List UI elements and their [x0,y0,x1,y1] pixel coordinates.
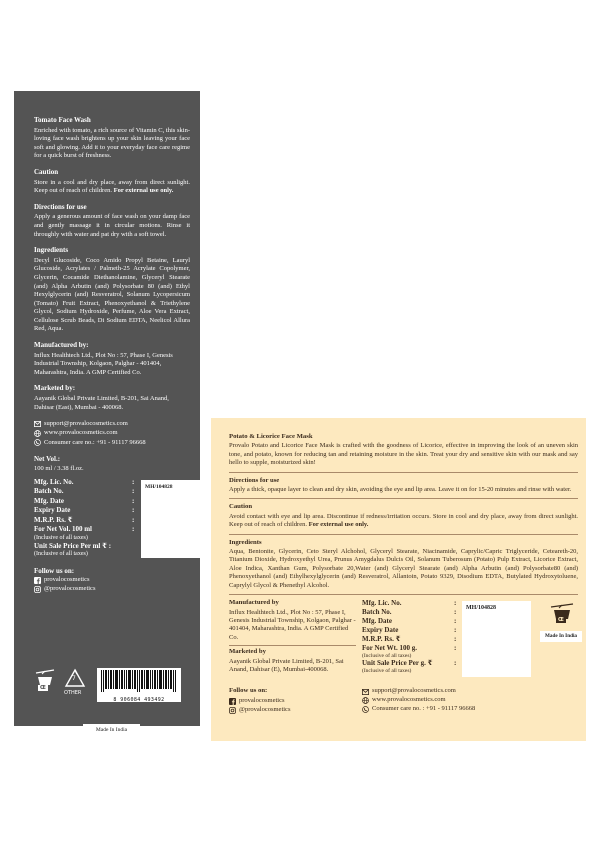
r-caution-title: Caution [229,503,253,511]
r-product-section [229,433,578,468]
globe-icon [34,430,41,437]
for-net-label: For Net Vol. 100 ml [34,525,93,534]
r-caution-external: For external use only. [308,521,369,529]
barcode-digits: 8 906084 493492 [113,697,165,703]
mfg-lic-label: Mfg. Lic. No. [34,477,74,486]
r-mfg-lic-number: MH/104828 [466,605,496,612]
contact-section [34,419,190,448]
r-facebook-handle[interactable]: provalocosmetics [239,696,285,704]
care-row [34,438,190,448]
caution-body: Store in a cool and dry place, away from direct sunlight. Keep out of reach of children. [34,178,190,195]
r-marketer-text: Aayanik Global Private Limited, B-201, Sai Anand, Dahisar (E), Mumbai-400068. [229,657,344,673]
recycle-group [34,668,94,700]
r-care-text: Consumer care no. : +91 - 91117 96668 [372,705,476,713]
colon: : [454,608,457,617]
manufacturer-section [34,341,190,377]
instagram-row [34,585,190,595]
colon: : [454,635,457,644]
colon: : [454,644,457,653]
inclusive-taxes-2: (Inclusive of all taxes) [34,551,88,558]
colon: : [454,659,457,668]
r-eco-label: Œ [558,617,564,624]
globe-icon [362,697,369,704]
email-row [34,419,190,429]
ingredients-title: Ingredients [34,246,69,255]
recycle-number: 7 [72,675,76,682]
r-for-net-label: For Net Wt. 100 g. [362,644,417,653]
r-caution-section [229,503,578,529]
mfg-labels [34,478,129,559]
r-batch-label: Batch No. [362,608,392,617]
directions-section [34,203,190,239]
follow-title: Follow us on: [34,566,75,575]
r-email-row [362,687,532,696]
phone-icon [362,706,369,713]
r-mrp-label: M.R.P. Rs. ₹ [362,635,401,644]
product-section [34,116,190,161]
expiry-label: Expiry Date [34,506,71,515]
made-in-india-badge-right: Made In India [540,631,582,642]
made-in-india-badge-left: Made In India [83,724,140,736]
instagram-handle[interactable]: @provalocosmetics [44,585,96,593]
ingredients-text: Decyl Glucoside, Coco Amido Propyl Betaine, Lauryl Glucoside, Acrylates / Palmeth-25 Acrylate Copolymer, Glycerin, Cocamide Diethanolamine, Glyceryl Stearate (and) Alpha Arbutin (and) Polysorbate 80 (and) Ethyl Hexylglycerin (and) Resveratrol, Solanum Lycopersicum (Tomato) Fruit Extract, Phenoxyethanol & Triethylene Glycol, Sodium Hydroxide, Perfume, Aloe Vera Extract, Cellulose Scrub Beads, Di Sodium EDTA, Neelicol Allura Red, Aqua. [34,256,190,333]
net-vol-title: Net Vol.: [34,454,61,463]
website-text[interactable]: www.provalocosmetics.com [44,429,118,437]
r-expiry-label: Expiry Date [362,626,399,635]
r-manufacturer-text: Influx Healthtech Ltd., Plot No : 57, Phase I, Genesis Industrial Township, Kolgaon, Palghar - 401404, Maharashtra, India. A GMP Certified Co. [229,608,356,641]
inclusive-taxes-1: (Inclusive of all taxes) [34,534,88,541]
marketer-title: Marketed by: [34,384,76,393]
r-product-description: Provalo Potato and Licorice Face Mask is crafted with the goodness of Licorice, effective in improving the look of an uneven skin tone, and potato, known for reducing tan and retaining moisture in the skin. Treat your dry and sensitive skin with our mask and say hello to supple, moisturized skin! [229,442,578,467]
marketer-section [34,384,190,412]
r-inclusive-taxes-1: (Inclusive of all taxes) [362,653,412,660]
r-manufacturer-title: Manufactured by [229,599,279,607]
tomato-face-wash-label [14,91,200,726]
divider [229,594,578,595]
r-ingredients-title: Ingredients [229,538,262,546]
barcode [97,668,181,702]
left-bottom-marks [34,668,194,703]
r-mfg-lic-label: Mfg. Lic. No. [362,599,402,608]
r-mfg-colons [454,599,462,668]
r-usp-label: Unit Sale Price Per g. ₹ [362,659,433,668]
r-caution-text [229,513,578,530]
caution-title: Caution [34,167,59,176]
r-directions-text: Apply a thick, opaque layer to clean and dry skin, avoiding the eye and lip area. Leave it on for 15-20 minutes and rinse with water. [229,486,572,494]
r-mfg-date-label: Mfg. Date [362,617,392,626]
r-follow-title: Follow us on: [229,687,268,695]
facebook-row [34,576,190,586]
r-directions-section [229,477,578,495]
colon: : [132,487,135,496]
colon: : [132,477,135,486]
barcode-icon [100,670,178,692]
r-social-block [229,687,356,714]
r-marketer-title: Marketed by [229,648,266,656]
r-facebook-row [229,697,356,706]
r-email-text[interactable]: support@provalocosmetics.com [372,687,456,695]
facebook-icon [34,577,41,584]
r-inclusive-taxes-2: (Inclusive of all taxes) [362,668,412,675]
mail-icon [362,688,369,695]
colon: : [132,496,135,505]
r-website-row [362,696,532,705]
colon: : [132,506,135,515]
divider [229,534,578,535]
mfg-details [34,478,190,564]
r-manufacturer-block [229,599,356,674]
mfg-colons [132,478,140,535]
r-instagram-row [229,706,356,715]
divider [229,472,578,473]
mail-icon [34,420,41,427]
potato-licorice-mask-label [211,418,586,741]
r-mfg-value-box [462,601,531,677]
product-description: Enriched with tomato, a rich source of Vitamin C, this skin-loving face wash brightens up your skin leaving your face soft and glowing. Add it to your everyday face care regime for a quick burst of freshness. [34,126,190,160]
social-section [34,567,190,595]
phone-icon [34,439,41,446]
manufacturer-title: Manufactured by: [34,341,89,350]
caution-section [34,168,190,196]
net-vol-value: 100 ml / 3.38 fl.oz. [34,465,84,473]
r-ingredients-section [229,539,578,590]
caution-text [34,179,190,196]
r-contact-block [362,687,532,714]
email-text[interactable]: support@provalocosmetics.com [44,419,128,427]
colon: : [454,617,457,626]
manufacturer-text: Influx Healthtech Ltd., Plot No : 57, Phase I, Genesis Industrial Township, Kolgaon, Palghar - 401404, Maharashtra, India. A GMP Certified Co. [34,351,173,376]
r-directions-title: Directions for use [229,476,280,484]
directions-text: Apply a generous amount of face wash on your damp face and gently massage it in circular motions. Rinse it throughly with water and pat dry with a soft towel. [34,213,190,238]
eco-label: Œ [40,685,46,691]
r-instagram-handle[interactable]: @provalocosmetics [239,705,291,713]
product-title: Tomato Face Wash [34,116,91,124]
colon: : [132,525,135,534]
instagram-icon [229,707,236,714]
mrp-label: M.R.P. Rs. ₹ [34,515,73,524]
net-vol-section [34,455,190,474]
other-label: OTHER [64,690,82,696]
r-mfg-labels [362,599,454,674]
mfg-lic-number: MH/104828 [145,483,173,490]
ingredients-section [34,246,190,334]
r-product-title: Potato & Licorice Face Mask [229,433,313,440]
facebook-icon [229,698,236,705]
facebook-handle[interactable]: provalocosmetics [44,575,90,583]
instagram-icon [34,586,41,593]
colon: : [454,626,457,635]
r-bottom-block [229,599,578,719]
r-ingredients-text: Aqua, Bentonite, Glycerin, Ceto Steryl Alchohol, Glyceryl Stearate, Niacinamide, Caprylic/Capric Triglyceride, Ceteareth-20, Titanium Dioxide, Hydroxyethyl Urea, Prunus Amygdalus Dulcis Oil, Solanum Tuberosum (Potato) Pulp Extract, Licorice Extract, Aloe Indica, Xanthan Gum, Polysorbate 20,Water (and) Glyceryl Stearate (and) Alpha Arbutin (and) Polysorbate80 (and) Phenoxyethanol (and) Ethylhexylglycerin (and) Resveratrol, Allantoin, Potato 9329, Disodium EDTA, Butylated Hydroxytoluene, Caprylyl Glycol & Phenethyl Alcohol. [229,548,578,589]
r-website-text[interactable]: www.provalocosmetics.com [372,696,446,704]
r-care-row [362,705,532,714]
divider [229,645,356,646]
website-row [34,429,190,439]
mfg-date-label: Mfg. Date [34,496,64,505]
r-caution-body: Avoid contact with eye and lip area. Discontinue if redness/irritation occurs. Store in cool and dry place, away from direct sunlight. Keep out of reach of children. [229,512,578,529]
divider [229,498,578,499]
care-text: Consumer care no.: +91 - 91117 96668 [44,438,146,446]
caution-external: For external use only. [113,187,174,195]
mfg-value-box [141,480,204,558]
colon: : [132,515,135,524]
directions-title: Directions for use [34,202,87,211]
marketer-text: Aayanik Global Private Limited, B-201, Sai Anand, Dahisar (East), Mumbai - 400068. [34,395,169,411]
usp-label: Unit Sale Price Per ml ₹ : [34,541,112,550]
colon: : [454,599,457,608]
batch-label: Batch No. [34,487,64,496]
